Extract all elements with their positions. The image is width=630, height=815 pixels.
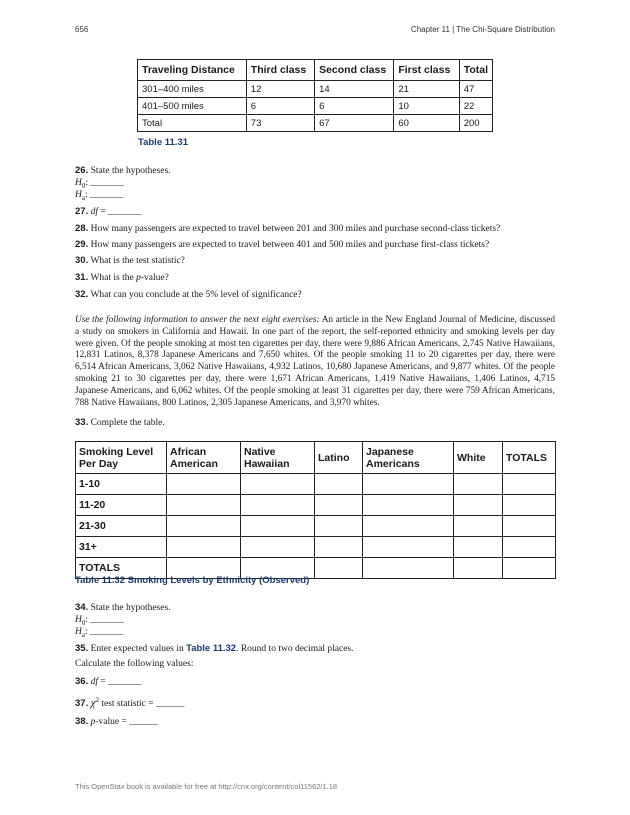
exercise-33	[75, 416, 165, 430]
exercise-32	[75, 288, 302, 302]
empty-cell	[241, 474, 315, 495]
table-caption: Table 11.32 Smoking Levels by Ethnicity (Observed)	[75, 575, 310, 586]
empty-cell	[454, 516, 503, 537]
table-caption: Table 11.31	[138, 137, 188, 148]
table-cell: 10	[394, 98, 459, 115]
exercise-number: 26.	[75, 165, 89, 176]
column-header: Native Hawaiian	[241, 442, 315, 474]
exercise-text-start: Enter expected values in	[90, 644, 187, 654]
exercise-text: What can you conclude at the 5% level of significance?	[90, 290, 302, 300]
h-symbol: H	[75, 178, 82, 188]
empty-cell	[503, 516, 556, 537]
exercise-36	[75, 675, 141, 689]
table-cell: 67	[315, 115, 394, 132]
empty-cell	[315, 474, 363, 495]
exercise-text: State the hypotheses.	[90, 603, 171, 613]
table-cell: 200	[459, 115, 492, 132]
empty-cell	[241, 537, 315, 558]
exercise-35	[75, 642, 354, 656]
row-label: TOTALS	[76, 558, 167, 579]
df-variable: df	[90, 677, 98, 687]
column-header: Total	[459, 60, 492, 81]
exercise-number: 35.	[75, 643, 89, 654]
exercise-31	[75, 271, 169, 285]
table-cell: 301–400 miles	[138, 81, 247, 98]
p-variable: p	[90, 717, 96, 727]
exercise-text: What is the test statistic?	[90, 256, 185, 266]
empty-cell	[315, 558, 363, 579]
answer-blank: : _______	[85, 178, 124, 188]
empty-cell	[363, 516, 454, 537]
empty-cell	[363, 495, 454, 516]
exercise-text: State the hypotheses.	[90, 166, 171, 176]
empty-cell	[241, 516, 315, 537]
row-label: 1-10	[76, 474, 167, 495]
exercise-number: 27.	[75, 206, 89, 217]
empty-cell	[363, 558, 454, 579]
exercise-27	[75, 205, 141, 219]
row-label: 21-30	[76, 516, 167, 537]
table-11-31	[137, 59, 493, 132]
table-cell: 60	[394, 115, 459, 132]
table-cell: Total	[138, 115, 247, 132]
empty-cell	[454, 474, 503, 495]
column-header: Traveling Distance	[138, 60, 247, 81]
footer-note: This OpenStax book is available for free at http://cnx.org/content/col11562/1.18	[75, 782, 338, 791]
empty-cell	[503, 474, 556, 495]
column-header: TOTALS	[503, 442, 556, 474]
exercise-number: 38.	[75, 716, 89, 727]
empty-cell	[315, 516, 363, 537]
exercise-number: 37.	[75, 698, 89, 710]
exercise-text: Complete the table.	[90, 418, 165, 428]
column-header: White	[454, 442, 503, 474]
table-cell: 21	[394, 81, 459, 98]
empty-cell	[167, 474, 241, 495]
column-header: Third class	[246, 60, 314, 81]
h-subscript: a	[81, 193, 85, 202]
exercise-text-end: -value?	[140, 273, 169, 283]
exercise-number: 28.	[75, 223, 89, 234]
empty-cell	[503, 558, 556, 579]
empty-cell	[454, 495, 503, 516]
empty-cell	[167, 516, 241, 537]
table-row	[76, 474, 556, 495]
answer-blank: = _______	[97, 207, 142, 217]
answer-blank: : _______	[84, 190, 124, 200]
exercise-text: How many passengers are expected to travel between 201 and 300 miles and purchase second-class tickets?	[90, 224, 501, 234]
empty-cell	[503, 537, 556, 558]
exercise-34	[75, 601, 171, 615]
answer-blank: = _______	[97, 677, 142, 687]
empty-cell	[315, 537, 363, 558]
empty-cell	[503, 495, 556, 516]
exercise-text-start: What is the	[90, 273, 137, 283]
table-cell: 14	[315, 81, 394, 98]
column-header: African American	[167, 442, 241, 474]
column-header: First class	[394, 60, 459, 81]
h-subscript: a	[81, 630, 85, 639]
row-label: 11-20	[76, 495, 167, 516]
empty-cell	[363, 474, 454, 495]
exercise-number: 30.	[75, 255, 89, 266]
table-row	[76, 516, 556, 537]
exercise-text-end: . Round to two decimal places.	[236, 644, 354, 654]
column-header: Japanese Americans	[363, 442, 454, 474]
intro-paragraph	[75, 315, 555, 409]
column-header: Smoking Level Per Day	[76, 442, 167, 474]
table-reference-link[interactable]: Table 11.32	[186, 643, 237, 654]
table-cell: 6	[315, 98, 394, 115]
empty-cell	[363, 537, 454, 558]
exercise-29	[75, 238, 489, 252]
intro-lead: Use the following information to answer the next eight exercises:	[75, 315, 320, 325]
table-row	[138, 98, 493, 115]
empty-cell	[315, 495, 363, 516]
table-row	[76, 495, 556, 516]
df-variable: df	[90, 207, 98, 217]
answer-blank: : _______	[84, 627, 124, 637]
exercise-28	[75, 222, 500, 236]
page-number: 656	[75, 25, 89, 34]
exercise-number: 33.	[75, 417, 89, 428]
column-header: Second class	[315, 60, 394, 81]
table-row	[138, 81, 493, 98]
chapter-title: Chapter 11 | The Chi-Square Distribution	[410, 25, 555, 34]
exercise-number: 31.	[75, 272, 89, 283]
table-cell: 22	[459, 98, 492, 115]
answer-blank: test statistic = ______	[98, 699, 185, 710]
exercise-number: 32.	[75, 289, 89, 300]
hypothesis-alternative	[75, 189, 123, 205]
h-symbol: H	[75, 190, 82, 200]
column-header: Latino	[315, 442, 363, 474]
table-cell: 12	[246, 81, 314, 98]
exercise-38	[75, 715, 158, 729]
table-cell: 6	[246, 98, 314, 115]
h-symbol: H	[75, 627, 82, 637]
row-label: 31+	[76, 537, 167, 558]
empty-cell	[454, 558, 503, 579]
table-cell: 47	[459, 81, 492, 98]
table-row	[76, 537, 556, 558]
p-variable: p	[136, 273, 141, 283]
intro-body: An article in the New England Journal of Medicine, discussed a study on smokers in California and Hawaii. In one part of the report, the self-reported ethnicity and smoking levels per day were given. Of the people smoking at most ten cigarettes per day, there were 9,886 African Americans, 2,745 Native Hawaiians, 12,831 Latinos, 8,378 Japanese Americans and 7,650 whites. Of the people smoking 11 to 20 cigarettes per day, there were 6,514 African Americans, 3,062 Native Hawaiians, 4,932 Latinos, 10,680 Japanese Americans, and 9,877 whites. Of the people smoking 21 to 30 cigarettes per day, there were 1,671 African Americans, 1,419 Native Hawaiians, 1,406 Latinos, 4,715 Japanese Americans, and 6,062 whites. Of the people smoking at least 31 cigarettes per day, there were 759 African Americans, 788 Native Hawaiians, 800 Latinos, 2,305 Japanese Americans, and 3,970 whites.	[75, 315, 556, 408]
exercise-26	[75, 164, 171, 178]
exercise-number: 34.	[75, 602, 89, 613]
empty-cell	[241, 495, 315, 516]
exercise-30	[75, 254, 185, 268]
exercise-37	[75, 694, 185, 711]
empty-cell	[454, 537, 503, 558]
answer-blank: -value = ______	[95, 717, 158, 727]
h-subscript: 0	[81, 618, 86, 627]
exercise-number: 29.	[75, 239, 89, 250]
exercise-number: 36.	[75, 676, 89, 687]
table-header-row	[76, 442, 556, 474]
h-subscript: 0	[81, 181, 86, 190]
table-header-row	[138, 60, 493, 81]
table-cell: 401–500 miles	[138, 98, 247, 115]
table-row	[138, 115, 493, 132]
table-cell: 73	[246, 115, 314, 132]
chi-exponent: 2	[95, 696, 99, 704]
hypothesis-alternative	[75, 626, 123, 642]
h-symbol: H	[75, 615, 82, 625]
table-11-32	[75, 441, 556, 579]
chi-symbol: χ	[90, 697, 96, 710]
empty-cell	[167, 495, 241, 516]
answer-blank: : _______	[85, 615, 124, 625]
calculate-instruction: Calculate the following values:	[75, 659, 194, 669]
exercise-text: How many passengers are expected to travel between 401 and 500 miles and purchase first-class tickets?	[90, 240, 490, 250]
empty-cell	[167, 537, 241, 558]
